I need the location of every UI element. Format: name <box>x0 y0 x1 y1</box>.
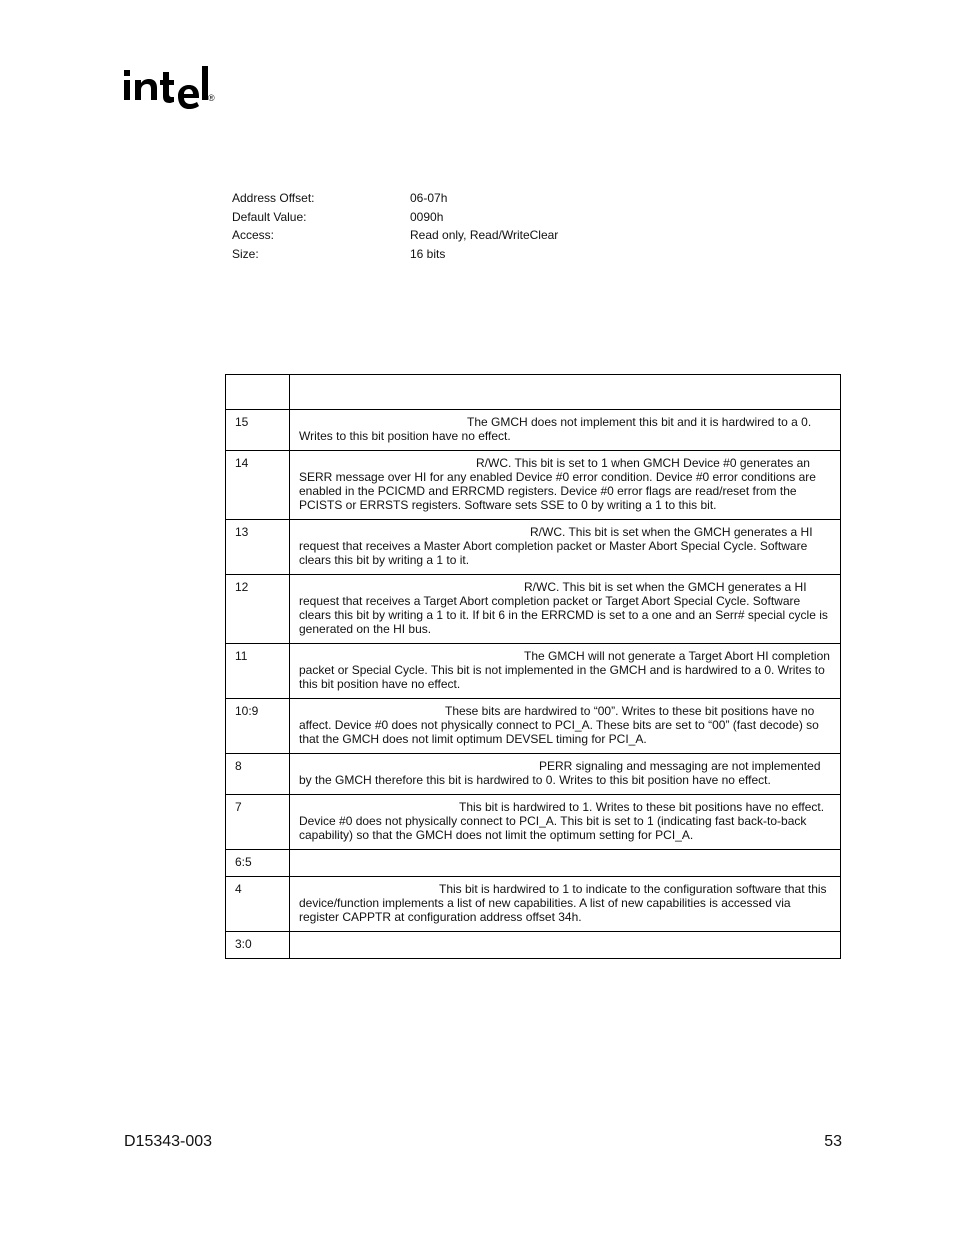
description-text: The GMCH will not generate a Target Abort HI completion packet or Special Cycle. This bit is not implemented in the GMCH and is hardwired to a 0. Writes to this bit position have no effect. <box>299 649 830 691</box>
meta-row-size <box>232 245 558 264</box>
bit-field: 12 <box>226 575 290 644</box>
bit-description <box>290 644 841 699</box>
bit-description <box>290 451 841 520</box>
register-meta <box>232 189 558 264</box>
bit-description <box>290 877 841 932</box>
bit-description <box>290 795 841 850</box>
description-text: The GMCH does not implement this bit and it is hardwired to a 0. Writes to this bit position have no effect. <box>299 415 812 443</box>
meta-label: Address Offset: <box>232 191 315 205</box>
table-row <box>226 754 841 795</box>
table-row <box>226 699 841 754</box>
meta-label: Default Value: <box>232 209 307 224</box>
intel-logo-mark <box>122 58 222 120</box>
description-text: This bit is hardwired to 1. Writes to these bit positions have no effect. Device #0 does not physically connect to PCI_A. This bit is set to 1 (indicating fast back-to-back capability) so that the GMCH does not limit the optimum setting for PCI_A. <box>299 800 825 842</box>
bit-field: 4 <box>226 877 290 932</box>
table-row <box>226 575 841 644</box>
meta-label: Access: <box>232 228 275 243</box>
bit-description <box>290 932 841 959</box>
bit-field: 8 <box>226 754 290 795</box>
bit-description <box>290 575 841 644</box>
bit-description <box>290 754 841 795</box>
description-text: R/WC. This bit is set to 1 when GMCH Device #0 generates an SERR message over HI for any enabled Device #0 error condition. Device #0 error conditions are enabled in the PCICMD and ERRCMD registers. Device #0 error flags are read/reset from the PCISTS or ERRSTS registers. Software sets SSE to 0 by writing a 1 to this bit. <box>299 456 816 512</box>
bit-field: 6:5 <box>226 850 290 877</box>
document-number: D15343-003 <box>124 1133 213 1150</box>
table-row <box>226 644 841 699</box>
table-body <box>226 410 841 959</box>
description-text: R/WC. This bit is set when the GMCH generates a HI request that receives a Target Abort completion packet or Target Abort Special Cycle. Software clears this bit by writing a 1 to it. If bit 6 in the ERRCMD is set to a one and an Serr# special cycle is generated on the HI bus. <box>299 580 828 636</box>
table-header-row <box>226 375 841 410</box>
meta-value: Read only, Read/WriteClear <box>410 228 559 243</box>
meta-row-address-offset <box>232 189 558 208</box>
description-text: R/WC. This bit is set when the GMCH generates a HI request that receives a Master Abort completion packet or Master Abort Special Cycle. Software clears this bit by writing a 1 to it. <box>299 525 813 567</box>
description-column-header <box>290 375 841 410</box>
meta-row-default-value <box>232 208 558 227</box>
bit-field: 7 <box>226 795 290 850</box>
table-row <box>226 795 841 850</box>
meta-value: 16 bits <box>410 247 446 262</box>
intel-logo <box>122 58 222 120</box>
table-row <box>226 932 841 959</box>
bit-column-header <box>226 375 290 410</box>
description-text: These bits are hardwired to “00”. Writes to these bit positions have no affect. Device #0 does not physically connect to PCI_A. These bits are set to “00” (fast decode) so that the GMCH does not limit optimum DEVSEL timing for PCI_A. <box>299 704 819 746</box>
registered-mark: ® <box>208 93 215 103</box>
bit-field: 13 <box>226 520 290 575</box>
bit-description <box>290 520 841 575</box>
table-row <box>226 410 841 451</box>
bit-field: 14 <box>226 451 290 520</box>
meta-value: 0090h <box>410 209 444 224</box>
bit-description <box>290 699 841 754</box>
bit-field: 11 <box>226 644 290 699</box>
table-row <box>226 850 841 877</box>
bit-field: 3:0 <box>226 932 290 959</box>
bit-field: 15 <box>226 410 290 451</box>
description-text: PERR signaling and messaging are not implemented by the GMCH therefore this bit is hardwired to 0. Writes to this bit position have no effect. <box>299 759 821 787</box>
bit-field: 10:9 <box>226 699 290 754</box>
table-row <box>226 520 841 575</box>
bit-description <box>290 410 841 451</box>
table-row <box>226 451 841 520</box>
bit-description <box>290 850 841 877</box>
meta-row-access <box>232 226 558 245</box>
table-row <box>226 877 841 932</box>
register-bits-table <box>225 374 841 959</box>
page-number: 53 <box>824 1133 842 1150</box>
description-text: This bit is hardwired to 1 to indicate to the configuration software that this device/function implements a list of new capabilities. A list of new capabilities is accessed via register CAPPTR at configuration address offset 34h. <box>299 882 827 924</box>
meta-value: 06-07h <box>410 191 448 205</box>
meta-label: Size: <box>232 247 259 262</box>
